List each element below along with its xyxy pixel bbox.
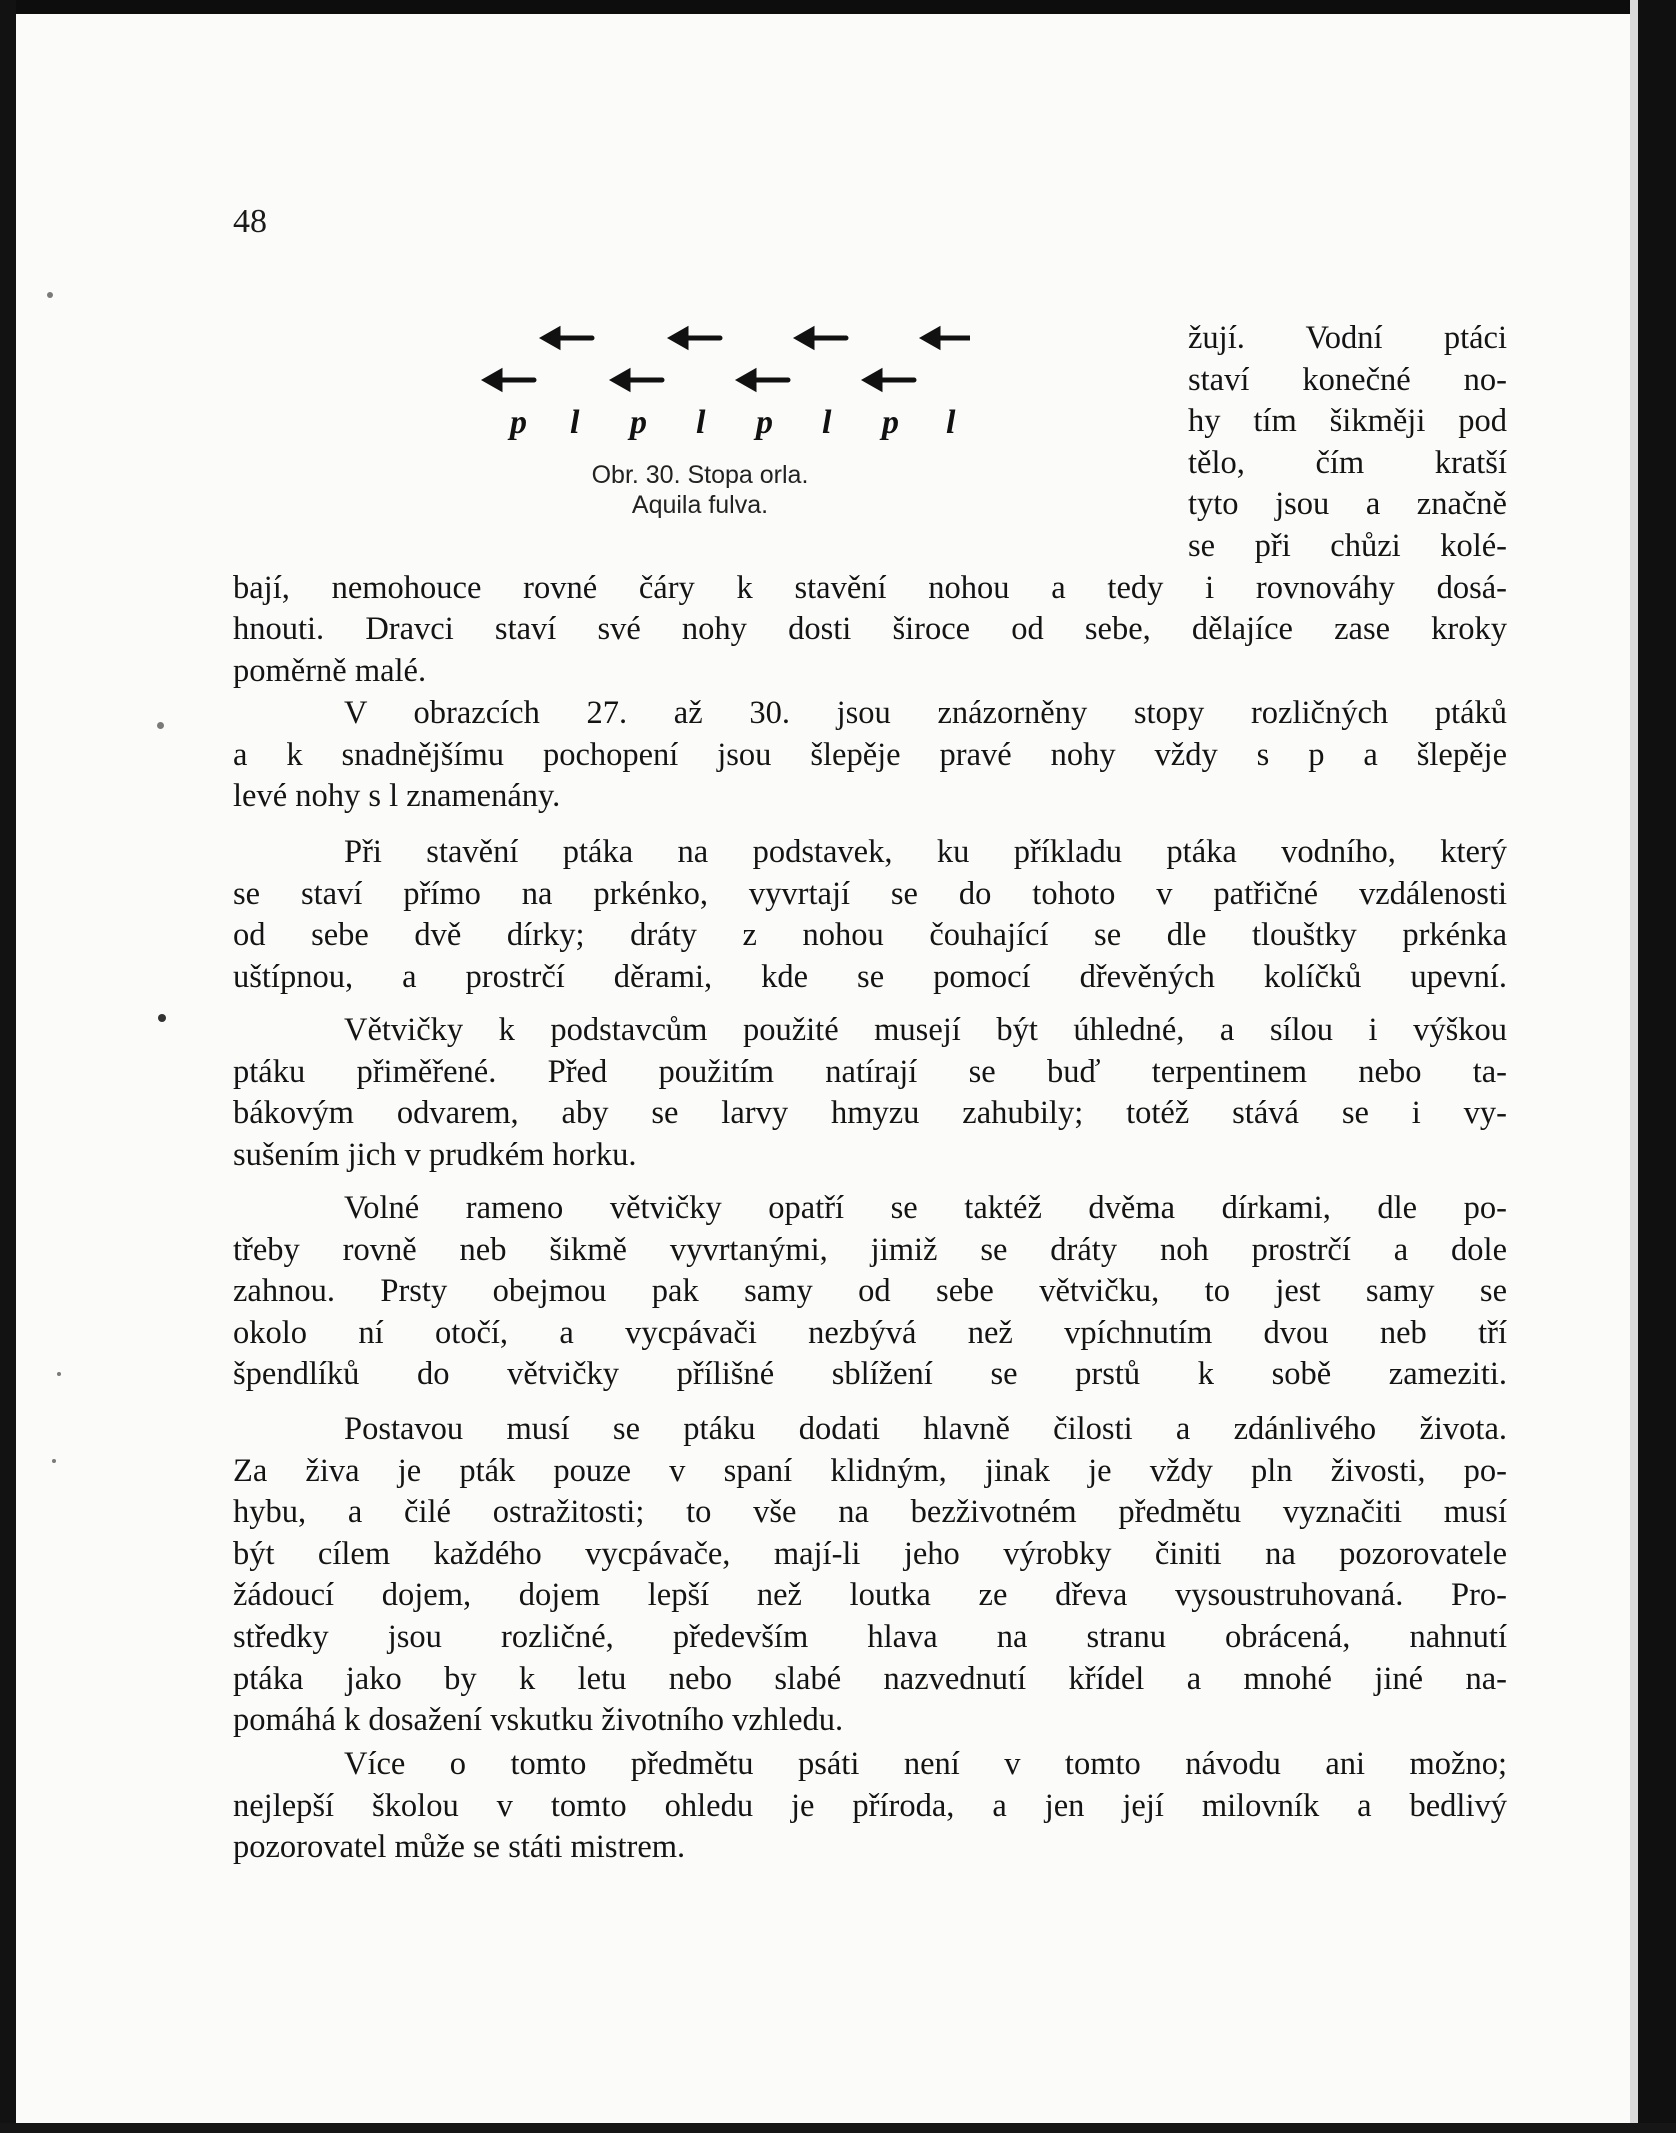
text-line: ptáku přiměřené. Před použitím natírají se buď terpentinem nebo ta- (233, 1053, 1507, 1090)
text-line: sušením jich v prudkém horku. (233, 1136, 637, 1173)
paragraph (233, 1409, 1507, 1742)
paragraph (233, 1188, 1507, 1396)
text-line: pomáhá k dosažení vskutku životního vzhledu. (233, 1702, 844, 1739)
foot-label-right: p (882, 404, 899, 441)
foot-label-right: p (756, 404, 773, 441)
text-line: ptáka jako by k letu nebo slabé nazvednutí křídel a mnohé jiné na- (233, 1660, 1507, 1697)
scan-speck (52, 1459, 56, 1463)
page-number: 48 (233, 203, 267, 240)
track-arrow-icon (740, 372, 788, 388)
track-arrow-icon (672, 330, 720, 346)
scan-speck (158, 1014, 166, 1022)
paragraph (233, 1744, 1507, 1869)
track-arrow-icon (924, 330, 970, 346)
text-line: hybu, a čilé ostražitosti; to vše na bezživotném předmětu vyznačiti musí (233, 1494, 1507, 1531)
text-line: zahnou. Prsty obejmou pak samy od sebe větvičku, to jest samy se (233, 1273, 1507, 1310)
scan-border-right-shadow (1630, 0, 1638, 2133)
figure-caption (470, 460, 930, 520)
scan-border-top (0, 0, 1676, 14)
figure-caption-title: Obr. 30. Stopa orla. (591, 461, 809, 489)
text-line: levé nohy s l znamenány. (233, 778, 561, 815)
text-line: a k snadnějšímu pochopení jsou šlepěje pravé nohy vždy s p a šlepěje (233, 736, 1507, 773)
text-line: staví konečné no- (1188, 361, 1507, 398)
text-line: být cílem každého vycpávače, mají-li jeho výrobky činiti na pozorovatele (233, 1535, 1507, 1572)
footprint-figure (470, 318, 970, 538)
text-line: Postavou musí se ptáku dodati hlavně čilosti a zdánlivého života. (344, 1411, 1507, 1447)
text-line: hy tím šikměji pod (1188, 403, 1507, 440)
paragraph (233, 832, 1507, 998)
text-line: se staví přímo na prkénko, vyvrtají se do tohoto v patřičné vzdálenosti (233, 875, 1507, 912)
track-arrow-icon (486, 372, 534, 388)
scan-speck (57, 1372, 61, 1376)
text-line: hnouti. Dravci staví své nohy dosti široce od sebe, dělajíce zase kroky (233, 611, 1507, 648)
scan-speck (47, 292, 53, 298)
foot-label-left: l (570, 404, 580, 441)
text-line: se při chůzi kolé- (1188, 528, 1507, 564)
track-arrow-icon (798, 330, 846, 346)
track-arrow-icon (866, 372, 914, 388)
paragraph (233, 693, 1507, 818)
text-line: tělo, čím kratší (1188, 444, 1507, 481)
text-line: okolo ní otočí, a vycpávači nezbývá než vpíchnutím dvou neb tří (233, 1314, 1507, 1351)
text-line: od sebe dvě dírky; dráty z nohou čouhající se dle tlouštky prkénka (233, 917, 1507, 954)
track-arrow-icon (544, 330, 592, 346)
text-line: nejlepší školou v tomto ohledu je příroda, a jen její milovník a bedlivý (233, 1787, 1507, 1824)
scan-border-right (1638, 0, 1676, 2133)
text-line: tyto jsou a značně (1188, 486, 1507, 523)
text-line: žují. Vodní ptáci (1188, 320, 1507, 356)
text-line: bají, nemohouce rovné čáry k stavění nohou a tedy i rovnováhy dosá- (233, 569, 1507, 606)
text-line: žádoucí dojem, dojem lepší než loutka ze dřeva vysoustruhovaná. Pro- (233, 1577, 1507, 1614)
text-line: Za živa je pták pouze v spaní klidným, jinak je vždy pln živosti, po- (233, 1452, 1507, 1489)
foot-label-right: p (510, 404, 527, 441)
text-line: středky jsou rozličné, především hlava na stranu obrácená, nahnutí (233, 1618, 1507, 1655)
text-line: Volné rameno větvičky opatří se taktéž dvěma dírkami, dle po- (344, 1190, 1507, 1226)
text-line: Více o tomto předmětu psáti není v tomto návodu ani možno; (344, 1746, 1507, 1782)
foot-label-left: l (822, 404, 832, 441)
text-line: třeby rovně neb šikmě vyvrtanými, jimiž se dráty noh prostrčí a dole (233, 1231, 1507, 1268)
text-line: uštípnou, a prostrčí děrami, kde se pomocí dřevěných kolíčků upevní. (233, 958, 1507, 995)
track-arrow-icon (614, 372, 662, 388)
text-line: pozorovatel může se státi mistrem. (233, 1829, 686, 1866)
foot-label-left: l (946, 404, 956, 441)
foot-label-left: l (696, 404, 706, 441)
scan-speck (157, 722, 164, 729)
foot-label-right: p (630, 404, 647, 441)
paragraph (233, 568, 1507, 693)
text-line: V obrazcích 27. až 30. jsou znázorněny stopy rozličných ptáků (344, 695, 1507, 731)
scan-border-bottom (0, 2123, 1676, 2133)
text-line: špendlíků do větvičky přílišné sblížení se prstů k sobě zameziti. (233, 1356, 1507, 1393)
text-line: Větvičky k podstavcům použité musejí být úhledné, a sílou i výškou (344, 1012, 1507, 1048)
text-line: Při stavění ptáka na podstavek, ku příkladu ptáka vodního, který (344, 834, 1507, 870)
scan-border-left (0, 0, 16, 2133)
text-line: bákovým odvarem, aby se larvy hmyzu zahubily; totéž stává se i vy- (233, 1095, 1507, 1132)
paragraph (233, 1010, 1507, 1176)
figure-caption-species: Aquila fulva. (631, 491, 769, 519)
text-line: poměrně malé. (233, 652, 427, 689)
